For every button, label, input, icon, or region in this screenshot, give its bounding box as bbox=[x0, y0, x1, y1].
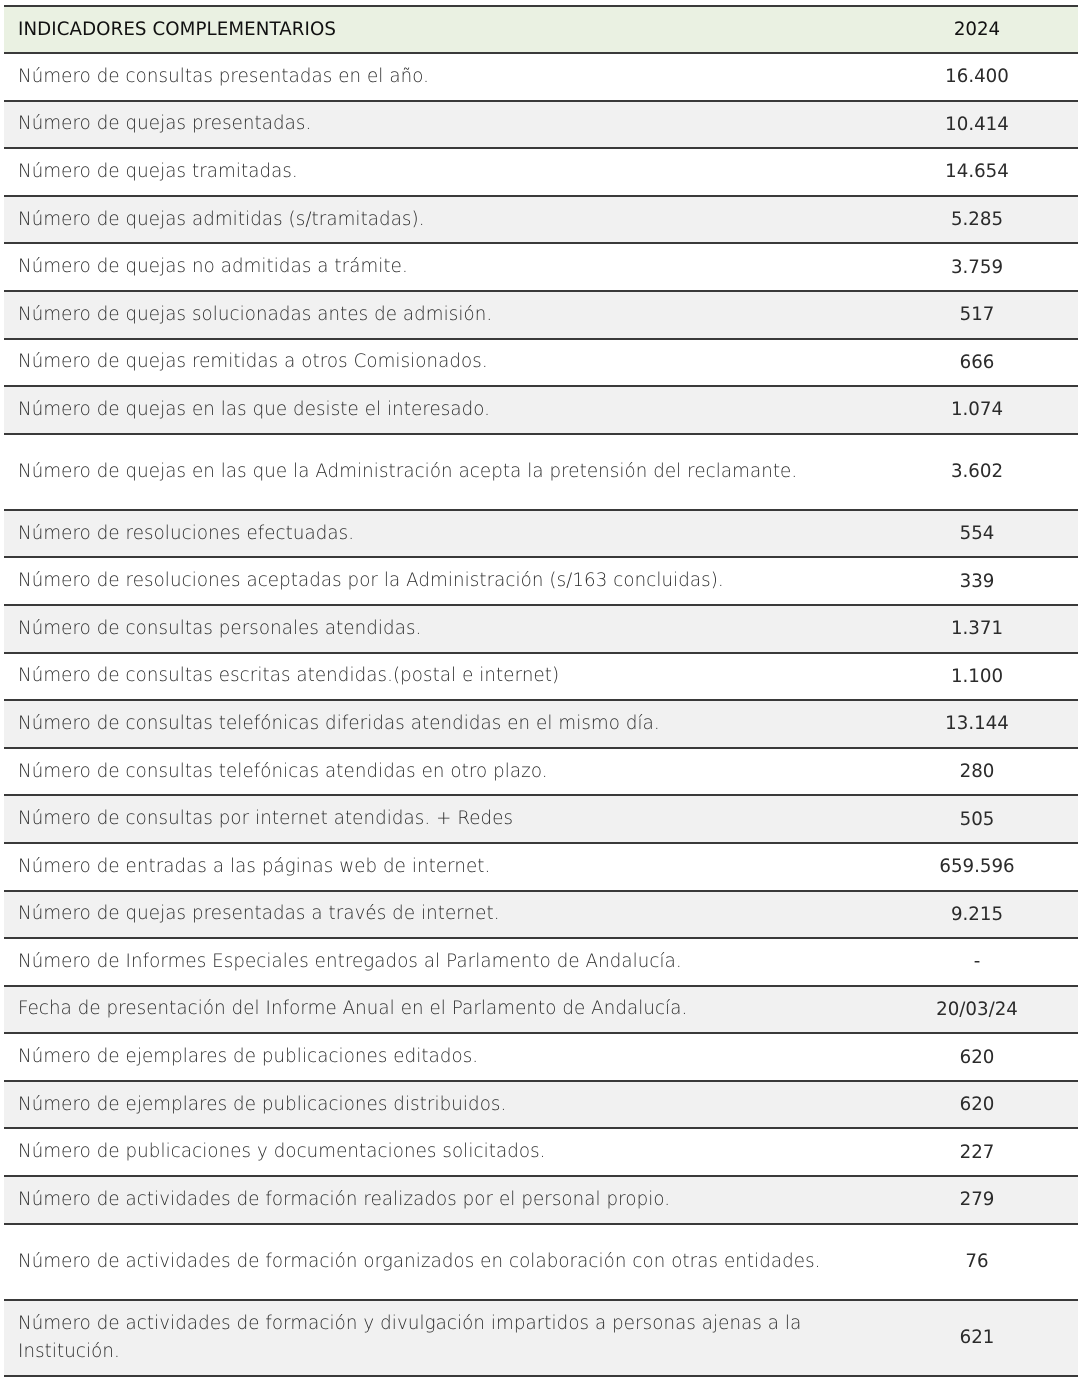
indicator-label: Número de consultas presentadas en el año. bbox=[18, 65, 429, 87]
indicator-label: Número de publicaciones y documentaciones solicitados. bbox=[18, 1141, 546, 1163]
table-row bbox=[4, 387, 1078, 435]
indicator-label: Número de quejas tramitadas. bbox=[18, 160, 298, 182]
indicator-label: Fecha de presentación del Informe Anual en el Parlamento de Andalucía. bbox=[18, 998, 688, 1020]
indicator-label: Número de consultas por internet atendidas. + Redes bbox=[18, 808, 514, 830]
indicator-value: 517 bbox=[959, 304, 995, 326]
table-row bbox=[4, 844, 1078, 892]
indicator-label: Número de resoluciones efectuadas. bbox=[18, 522, 355, 544]
table-row bbox=[4, 435, 1078, 511]
indicator-value: 9.215 bbox=[950, 903, 1004, 925]
indicator-value: - bbox=[973, 951, 981, 973]
indicator-label: Número de resoluciones aceptadas por la Administración (s/163 concluidas). bbox=[18, 570, 724, 592]
indicator-value: 659.596 bbox=[939, 856, 1015, 878]
indicator-value: 620 bbox=[959, 1046, 995, 1068]
header-indicators-label: INDICADORES COMPLEMENTARIOS bbox=[18, 18, 337, 40]
indicator-value: 279 bbox=[959, 1189, 995, 1211]
table-row bbox=[4, 1082, 1078, 1130]
table-row bbox=[4, 54, 1078, 102]
indicator-label: Número de consultas escritas atendidas.(postal e internet) bbox=[18, 665, 560, 687]
indicator-value: 227 bbox=[959, 1141, 995, 1163]
indicator-value: 20/03/24 bbox=[936, 998, 1018, 1020]
table-row bbox=[4, 939, 1078, 987]
indicator-label: Número de consultas telefónicas atendidas en otro plazo. bbox=[18, 760, 548, 782]
indicator-value: 666 bbox=[959, 351, 995, 373]
table-row bbox=[4, 987, 1078, 1035]
indicator-value: 76 bbox=[965, 1251, 989, 1273]
indicator-label: Número de quejas en las que la Administración acepta la pretensión del reclamante. bbox=[18, 460, 798, 482]
indicator-label: Número de quejas no admitidas a trámite. bbox=[18, 256, 408, 278]
table-row bbox=[4, 1301, 1078, 1377]
indicator-value: 620 bbox=[959, 1094, 995, 1116]
table-row bbox=[4, 558, 1078, 606]
table-row bbox=[4, 654, 1078, 702]
table-row bbox=[4, 197, 1078, 245]
indicator-value: 14.654 bbox=[945, 161, 1009, 183]
table-row bbox=[4, 1177, 1078, 1225]
indicator-value: 621 bbox=[959, 1327, 995, 1349]
indicator-value: 1.371 bbox=[950, 618, 1004, 640]
table-row bbox=[4, 1129, 1078, 1177]
table-row bbox=[4, 340, 1078, 388]
table-row bbox=[4, 749, 1078, 797]
indicator-label: Número de quejas solucionadas antes de admisión. bbox=[18, 303, 493, 325]
indicator-value: 3.759 bbox=[950, 256, 1004, 278]
indicator-value: 5.285 bbox=[950, 209, 1004, 231]
indicator-label: Número de ejemplares de publicaciones editados. bbox=[18, 1046, 479, 1068]
table-row bbox=[4, 892, 1078, 940]
table-row bbox=[4, 244, 1078, 292]
table-row bbox=[4, 1034, 1078, 1082]
indicator-value: 3.602 bbox=[950, 461, 1004, 483]
indicator-value: 16.400 bbox=[945, 66, 1009, 88]
table-row bbox=[4, 149, 1078, 197]
indicator-label: Número de quejas presentadas. bbox=[18, 113, 312, 135]
indicator-value: 1.100 bbox=[950, 665, 1004, 687]
indicator-value: 554 bbox=[959, 523, 995, 545]
indicator-value: 280 bbox=[959, 761, 995, 783]
table-row bbox=[4, 511, 1078, 559]
indicator-label: Número de actividades de formación organizados en colaboración con otras entidades. bbox=[18, 1250, 821, 1272]
header-year-label: 2024 bbox=[953, 19, 1001, 40]
indicator-label: Número de quejas en las que desiste el interesado. bbox=[18, 398, 491, 420]
indicator-value: 1.074 bbox=[950, 399, 1004, 421]
table-row bbox=[4, 102, 1078, 150]
indicator-label: Número de quejas admitidas (s/tramitadas). bbox=[18, 208, 425, 230]
indicator-label: Número de quejas remitidas a otros Comisionados. bbox=[18, 351, 488, 373]
table-body bbox=[4, 54, 1078, 1377]
indicator-label: Número de actividades de formación realizados por el personal propio. bbox=[18, 1188, 671, 1210]
indicator-label: Número de entradas a las páginas web de internet. bbox=[18, 855, 491, 877]
indicator-value: 10.414 bbox=[945, 113, 1009, 135]
indicator-label: Número de Informes Especiales entregados al Parlamento de Andalucía. bbox=[18, 950, 682, 972]
table-row bbox=[4, 292, 1078, 340]
indicator-label: Número de consultas personales atendidas. bbox=[18, 617, 422, 639]
table-header-row bbox=[4, 7, 1078, 54]
indicator-value: 505 bbox=[959, 808, 995, 830]
table-row bbox=[4, 701, 1078, 749]
indicator-label: Número de ejemplares de publicaciones distribuidos. bbox=[18, 1093, 507, 1115]
indicator-value: 13.144 bbox=[945, 713, 1009, 735]
indicator-value: 339 bbox=[959, 570, 995, 592]
table-row bbox=[4, 1225, 1078, 1301]
indicators-table bbox=[4, 5, 1078, 1377]
indicator-label: Número de consultas telefónicas diferidas atendidas en el mismo día. bbox=[18, 712, 660, 734]
table-row bbox=[4, 606, 1078, 654]
indicator-label: Número de quejas presentadas a través de internet. bbox=[18, 903, 500, 925]
indicator-label: Número de actividades de formación y divulgación impartidos a personas ajenas a la Institución. bbox=[18, 1312, 802, 1362]
table-row bbox=[4, 796, 1078, 844]
